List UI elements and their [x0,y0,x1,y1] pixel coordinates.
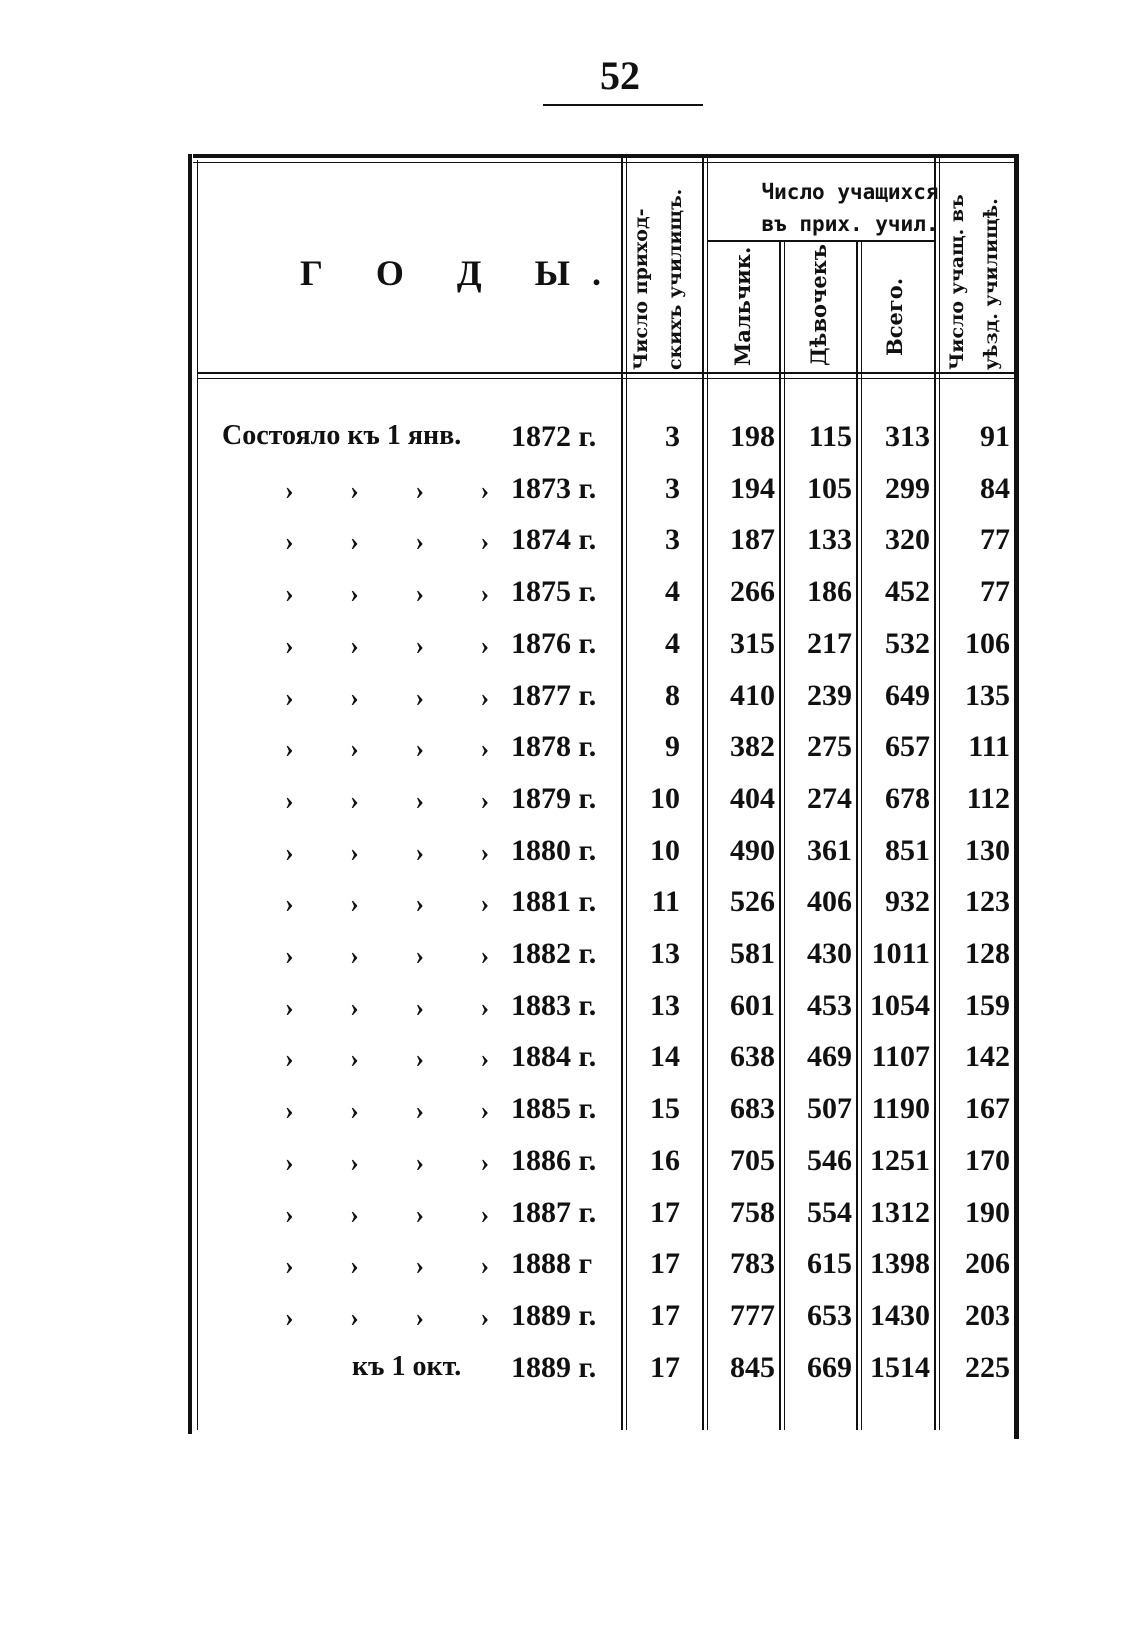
cell-total: 1398 [870,1247,930,1280]
header-students-line2: въ прих. учил. [761,212,939,236]
cell-district: 130 [965,834,1010,867]
row-year: 1884 г. [511,1040,597,1073]
row-year: 1878 г. [511,730,597,763]
cell-total: 532 [885,627,930,660]
cell-total: 299 [885,472,930,505]
ditto-marks: › › › › [285,1148,490,1177]
ditto-marks: › › › › [285,734,490,763]
cell-girls: 669 [807,1351,852,1384]
header-years: Г О Д Ы. [300,253,624,293]
cell-total: 320 [885,523,930,556]
row-year: 1874 г. [511,523,597,556]
ditto-marks: › › › › [285,786,490,815]
table-row [0,1138,1140,1190]
header-students-line1: Число учащихся [761,180,939,204]
cell-girls: 115 [808,420,852,453]
table-row [0,828,1140,880]
row-year: 1872 г. [511,420,597,453]
cell-girls: 239 [807,679,852,712]
row-year: 1889 г. [511,1299,597,1332]
cell-total: 1312 [870,1196,930,1229]
cell-girls: 186 [807,575,852,608]
cell-boys: 410 [730,679,775,712]
table-row [0,414,1140,466]
ditto-marks: › › › › [285,941,490,970]
cell-boys: 315 [730,627,775,660]
row-year: 1880 г. [511,834,597,867]
row-year: 1875 г. [511,575,597,608]
header-separator-thin [197,378,1014,379]
table-row [0,776,1140,828]
cell-girls: 469 [807,1040,852,1073]
table-row [0,517,1140,569]
table-row [0,931,1140,983]
cell-district: 225 [965,1351,1010,1384]
cell-girls: 507 [807,1092,852,1125]
cell-schools: 8 [665,679,680,712]
table-row [0,1241,1140,1293]
cell-total: 678 [885,782,930,815]
ditto-marks: › › › › [285,476,490,505]
cell-total: 452 [885,575,930,608]
cell-boys: 783 [730,1247,775,1280]
row-label-last: къ 1 окт. [352,1351,462,1382]
cell-boys: 845 [730,1351,775,1384]
cell-total: 1190 [871,1092,930,1125]
cell-total: 1430 [870,1299,930,1332]
cell-district: 170 [965,1144,1010,1177]
row-year: 1882 г. [511,937,597,970]
row-year: 1889 г. [511,1351,597,1384]
group-underline [708,240,934,242]
page-number: 52 [600,53,640,98]
cell-district: 142 [965,1040,1010,1073]
row-year: 1887 г. [511,1196,597,1229]
cell-district: 123 [965,885,1010,918]
ditto-marks: › › › › [285,579,490,608]
cell-total: 932 [885,885,930,918]
cell-schools: 15 [650,1092,680,1125]
cell-boys: 777 [730,1299,775,1332]
cell-girls: 105 [807,472,852,505]
table-row [0,1293,1140,1345]
cell-girls: 430 [807,937,852,970]
cell-schools: 3 [665,420,680,453]
cell-total: 657 [885,730,930,763]
cell-girls: 361 [807,834,852,867]
cell-schools: 17 [650,1351,680,1384]
ditto-marks: › › › › [285,1096,490,1125]
cell-total: 313 [885,420,930,453]
ditto-marks: › › › › [285,527,490,556]
ditto-marks: › › › › [285,1200,490,1229]
row-year: 1881 г. [511,885,597,918]
cell-schools: 10 [650,782,680,815]
cell-district: 106 [965,627,1010,660]
cell-district: 167 [965,1092,1010,1125]
header-students-group [730,176,970,240]
cell-district: 190 [965,1196,1010,1229]
cell-schools: 17 [650,1247,680,1280]
cell-total: 1251 [870,1144,930,1177]
row-year: 1886 г. [511,1144,597,1177]
ditto-marks: › › › › [285,993,490,1022]
cell-schools: 16 [650,1144,680,1177]
cell-schools: 14 [650,1040,680,1073]
ditto-marks: › › › › [285,838,490,867]
header-boys: Мальчик. [730,246,755,366]
cell-girls: 406 [807,885,852,918]
cell-schools: 3 [665,523,680,556]
header-district-line1: Число учащ. въ [946,194,968,370]
table-row [0,983,1140,1035]
cell-total: 649 [885,679,930,712]
table-row [0,673,1140,725]
cell-girls: 546 [807,1144,852,1177]
row-year: 1883 г. [511,989,597,1022]
row-year: 1879 г. [511,782,597,815]
cell-schools: 17 [650,1299,680,1332]
table-top-border [193,154,1019,158]
cell-district: 159 [965,989,1010,1022]
cell-boys: 526 [730,885,775,918]
cell-total: 1514 [870,1351,930,1384]
cell-district: 112 [966,782,1010,815]
cell-boys: 194 [730,472,775,505]
header-district-line2: уѣзд. училищѣ. [980,198,1002,370]
ditto-marks: › › › › [285,631,490,660]
cell-boys: 683 [730,1092,775,1125]
cell-district: 135 [965,679,1010,712]
table-row [0,466,1140,518]
table-row [0,569,1140,621]
cell-schools: 17 [650,1196,680,1229]
row-label-first: Состояло къ 1 янв. [222,420,462,451]
header-girls: Дѣвочекъ [806,243,831,366]
cell-schools: 9 [665,730,680,763]
row-year: 1873 г. [511,472,597,505]
table-row [0,621,1140,673]
cell-total: 851 [885,834,930,867]
table-row [0,724,1140,776]
row-year: 1885 г. [511,1092,597,1125]
table-row [0,1190,1140,1242]
cell-schools: 11 [651,885,680,918]
cell-boys: 404 [730,782,775,815]
cell-district: 91 [980,420,1010,453]
cell-district: 77 [980,575,1010,608]
cell-district: 203 [965,1299,1010,1332]
cell-district: 84 [980,472,1010,505]
cell-boys: 490 [730,834,775,867]
cell-total: 1107 [871,1040,930,1073]
cell-girls: 554 [807,1196,852,1229]
cell-girls: 217 [807,627,852,660]
cell-schools: 4 [665,575,680,608]
header-schools-line2: скихъ училищъ. [664,188,686,370]
cell-boys: 705 [730,1144,775,1177]
cell-girls: 653 [807,1299,852,1332]
header-schools-line1: Число приход- [630,208,652,370]
ditto-marks: › › › › [285,1303,490,1332]
header-separator [197,372,1014,374]
cell-total: 1054 [870,989,930,1022]
cell-girls: 133 [807,523,852,556]
table-top-border-thin [193,162,1019,163]
cell-girls: 275 [807,730,852,763]
cell-district: 77 [980,523,1010,556]
cell-total: 1011 [871,937,930,970]
table-row [0,879,1140,931]
cell-boys: 198 [730,420,775,453]
ditto-marks: › › › › [285,889,490,918]
cell-schools: 13 [650,937,680,970]
ditto-marks: › › › › [285,683,490,712]
row-year: 1877 г. [511,679,597,712]
cell-district: 206 [965,1247,1010,1280]
ditto-marks: › › › › [285,1044,490,1073]
cell-schools: 3 [665,472,680,505]
cell-boys: 266 [730,575,775,608]
row-year: 1876 г. [511,627,597,660]
cell-district: 111 [968,730,1010,763]
cell-boys: 382 [730,730,775,763]
table-row [0,1086,1140,1138]
cell-girls: 615 [807,1247,852,1280]
row-year: 1888 г [511,1247,593,1280]
cell-boys: 581 [730,937,775,970]
cell-schools: 13 [650,989,680,1022]
header-total: Всего. [882,277,907,356]
table-row [0,1034,1140,1086]
cell-boys: 638 [730,1040,775,1073]
cell-boys: 758 [730,1196,775,1229]
cell-girls: 274 [807,782,852,815]
cell-district: 128 [965,937,1010,970]
cell-schools: 10 [650,834,680,867]
cell-girls: 453 [807,989,852,1022]
cell-boys: 601 [730,989,775,1022]
table-row [0,1345,1140,1397]
cell-boys: 187 [730,523,775,556]
ditto-marks: › › › › [285,1251,490,1280]
cell-schools: 4 [665,627,680,660]
